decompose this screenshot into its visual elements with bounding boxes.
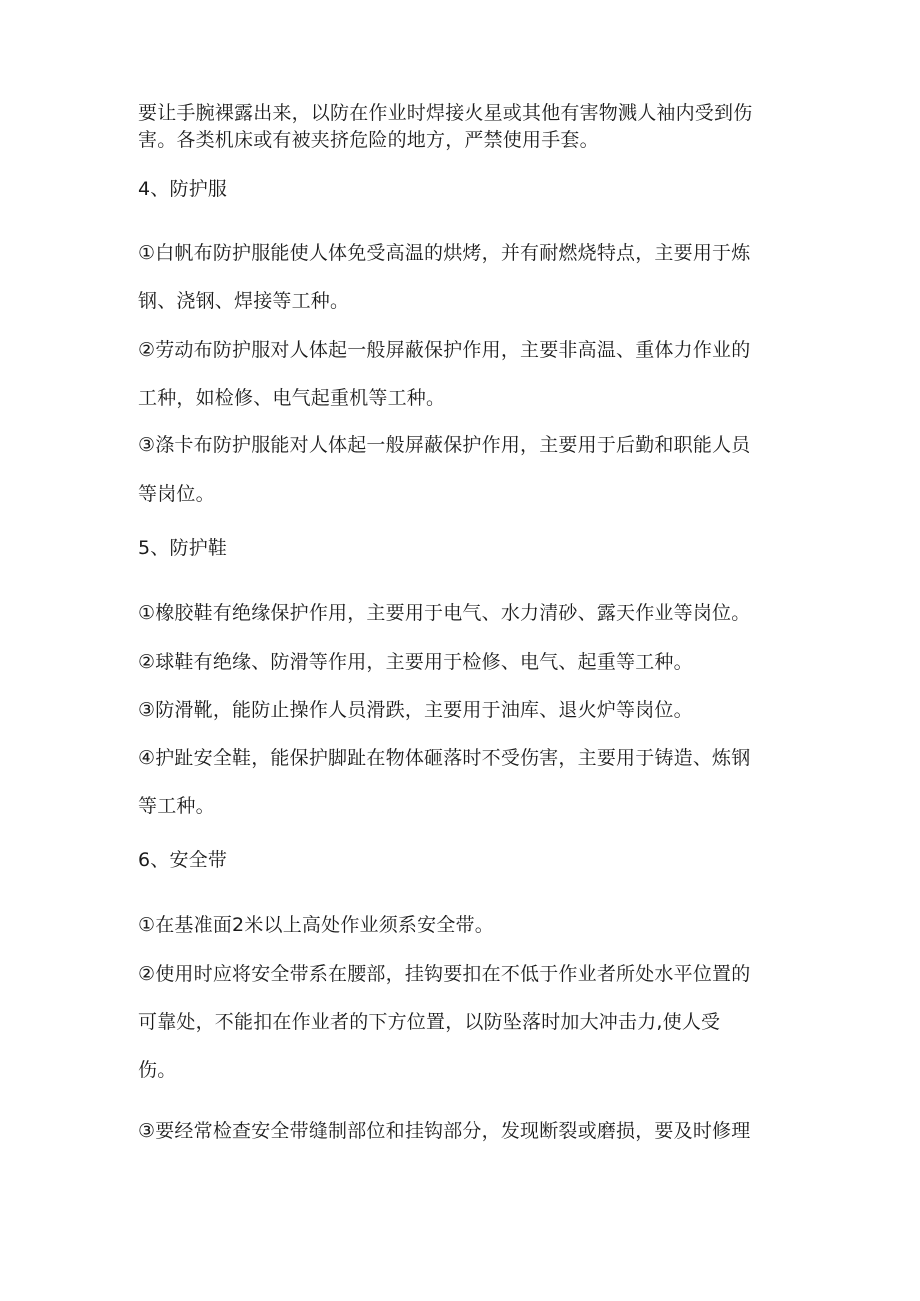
list-item-line: 工种，如检修、电气起重机等工种。	[138, 387, 446, 409]
list-item-line: 等工种。	[138, 795, 215, 817]
list-item-line: ③要经常检查安全带缝制部位和挂钩部分，发现断裂或磨损，要及时修理	[138, 1120, 751, 1142]
list-item-line: ③防滑靴，能防止操作人员滑跌，主要用于油库、退火炉等岗位。	[138, 699, 693, 721]
list-item-line: 可靠处，不能扣在作业者的下方位置，以防坠落时加大冲击力,使人受	[138, 1011, 721, 1033]
list-item-line: ②劳动布防护服对人体起一般屏蔽保护作用，主要非高温、重体力作业的	[138, 339, 751, 361]
list-item-line: ③涤卡布防护服能对人体起一般屏蔽保护作用，主要用于后勤和职能人员	[138, 434, 751, 456]
list-item-line: 等岗位。	[138, 483, 215, 505]
list-item-line: 钢、浇钢、焊接等工种。	[138, 290, 350, 312]
list-item-line: 伤。	[138, 1059, 177, 1081]
list-item-line: ①橡胶鞋有绝缘保护作用，主要用于电气、水力清砂、露天作业等岗位。	[138, 602, 751, 624]
body-text-line: 害。各类机床或有被夹挤危险的地方，严禁使用手套。	[138, 129, 599, 151]
list-item-line: ①白帆布防护服能使人体免受高温的烘烤，并有耐燃烧特点，主要用于炼	[138, 242, 751, 264]
list-item-line: ④护趾安全鞋，能保护脚趾在物体砸落时不受伤害，主要用于铸造、炼钢	[138, 747, 751, 769]
body-text-line: 要让手腕裸露出来，以防在作业时焊接火星或其他有害物溅人袖内受到伤	[138, 102, 753, 124]
section-heading-protective-shoes: 5、防护鞋	[138, 537, 228, 559]
section-heading-protective-clothing: 4、防护服	[138, 178, 228, 200]
section-heading-safety-belt: 6、安全带	[138, 849, 228, 871]
list-item-line: ②球鞋有绝缘、防滑等作用，主要用于检修、电气、起重等工种。	[138, 651, 693, 673]
list-item-line: ②使用时应将安全带系在腰部，挂钩要扣在不低于作业者所处水平位置的	[138, 963, 751, 985]
list-item-line: ①在基准面2米以上高处作业须系安全带。	[138, 914, 494, 936]
